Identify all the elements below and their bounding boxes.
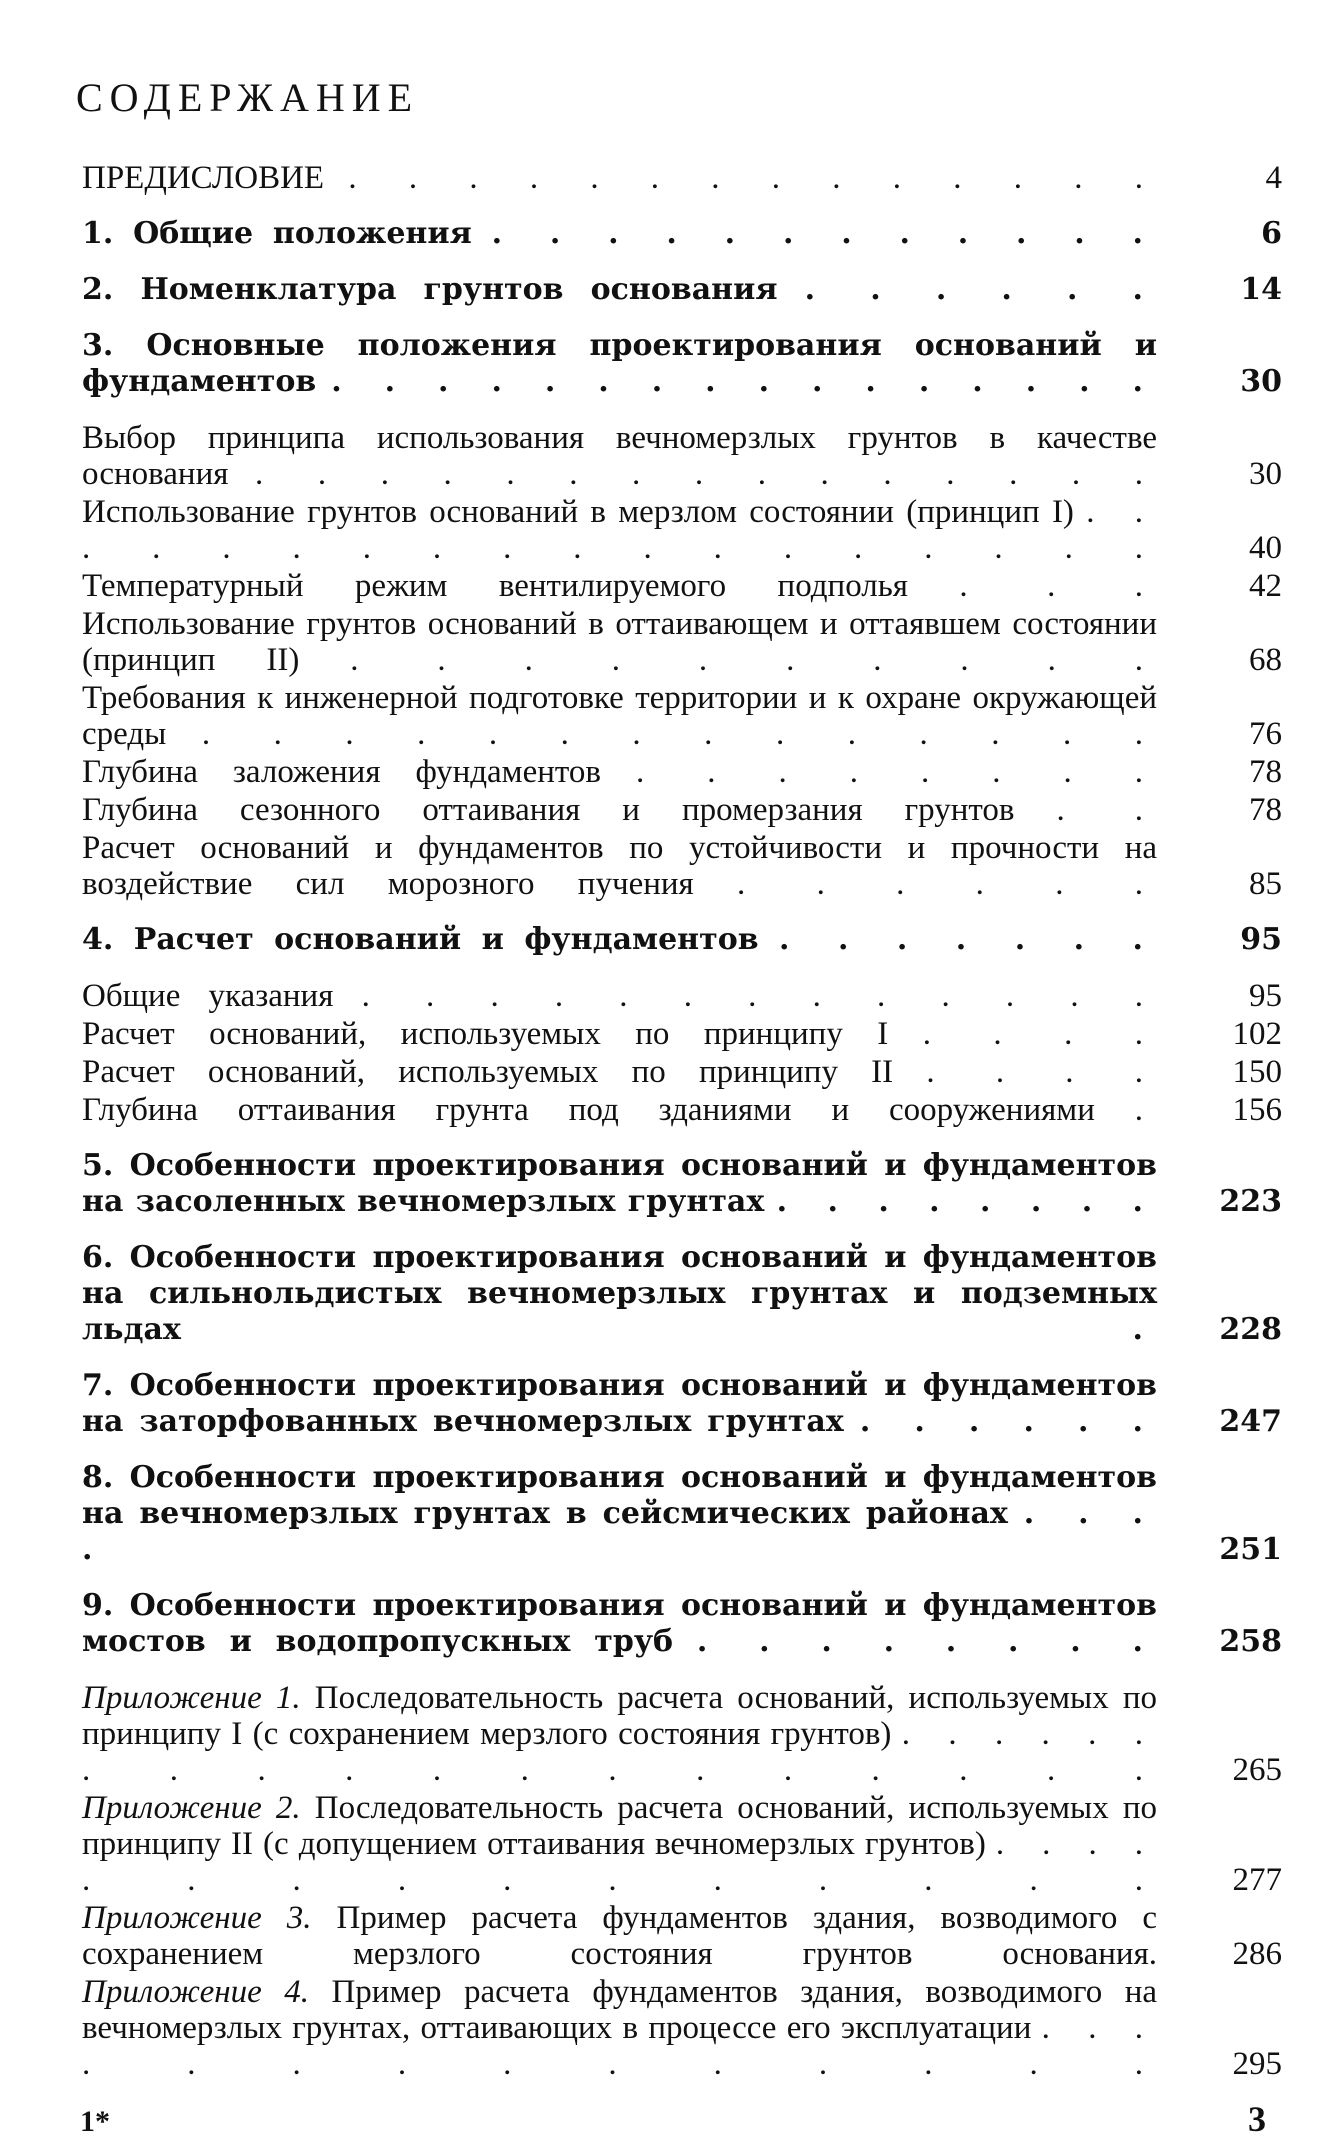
toc-entry-title — [82, 1790, 1157, 1898]
toc-entry-title — [82, 1092, 1157, 1128]
toc-entry-text: Температурный режим вентилируемого подполья — [82, 568, 960, 604]
toc-page-number: 286 — [1232, 1936, 1282, 1972]
toc-entry-title — [82, 1148, 1157, 1220]
toc-entry — [82, 978, 1282, 1014]
leader-dots: . . . — [959, 568, 1158, 604]
leader-dots: . . . . . . . — [779, 922, 1157, 957]
toc-page-number: 277 — [1232, 1862, 1282, 1898]
toc-entry — [82, 606, 1282, 678]
leader-dots: . . . . . . . . . . . . . — [361, 978, 1158, 1014]
toc-entry-text: 3. Основные положения проектирования оснований и фундаментов — [82, 328, 1157, 399]
toc-entry — [82, 830, 1282, 902]
toc-entry — [82, 680, 1282, 752]
toc-entry-title — [82, 1460, 1157, 1568]
leader-dots: . . . . . . . . . . . . . . . . — [331, 364, 1157, 399]
signature-mark: 1* — [80, 2105, 110, 2138]
leader-dots: . . . . . . . . — [696, 1624, 1157, 1659]
toc-entry — [82, 1790, 1282, 1898]
toc-entry-text: ПРЕДИСЛОВИЕ — [82, 160, 349, 196]
leader-dots: . . . . — [926, 1054, 1158, 1090]
leader-dots: . . . . . . — [804, 272, 1157, 307]
toc-page-number: 251 — [1219, 1532, 1282, 1567]
spacer — [82, 1660, 1282, 1680]
toc-entry-text: 6. Особенности проектирования оснований и фундаментов на сильнольдистых вечномерзлых грунтах и подземных льдах — [82, 1240, 1157, 1347]
leader-dots: . . . . . . . . — [776, 1184, 1157, 1219]
toc-entry-text: Расчет оснований, используемых по принципу II — [82, 1054, 927, 1090]
toc-entry-title — [82, 978, 1157, 1014]
toc-entry-text: Расчет оснований, используемых по принципу I — [82, 1016, 923, 1052]
page-number: 3 — [1248, 2099, 1266, 2139]
toc-page-number: 247 — [1219, 1404, 1282, 1439]
toc-entry — [82, 420, 1282, 492]
leader-dots: . . . . — [922, 1016, 1158, 1052]
leader-dots: . — [1132, 1312, 1157, 1347]
toc-entry-text: 4. Расчет оснований и фундаментов — [82, 922, 780, 957]
toc-entry-title — [82, 1240, 1157, 1348]
leader-dots: . . . . . . . . . . — [350, 642, 1158, 678]
spacer — [82, 902, 1282, 922]
toc-entry-text: Пример расчета фундаментов здания, возводимого с сохранением мерзлого состояния грунтов основания. — [82, 1900, 1157, 1972]
toc-entry-title — [82, 1900, 1157, 1972]
leader-dots: . . . . . . — [737, 866, 1157, 902]
toc-entry-title — [82, 1588, 1157, 1660]
toc-page-number: 85 — [1249, 866, 1282, 902]
toc-entry-title — [82, 328, 1157, 400]
spacer — [82, 1440, 1282, 1460]
toc-page-number: 150 — [1232, 1054, 1282, 1090]
toc-page-number: 156 — [1232, 1092, 1282, 1128]
toc-entry — [82, 922, 1282, 958]
toc-entry-text: Глубина оттаивания грунта под зданиями и сооружениями — [82, 1092, 1135, 1128]
toc-page-number: 258 — [1219, 1624, 1282, 1659]
toc-entry-text: Расчет оснований и фундаментов по устойчивости и прочности на воздействие сил морозного пучения — [82, 830, 1157, 902]
toc-entry-text: Пример расчета фундаментов здания, возводимого на вечномерзлых грунтах, оттаивающих в процессе его эксплуатации — [82, 1974, 1157, 2046]
toc-entry-text: 7. Особенности проектирования оснований и фундаментов на заторфованных вечномерзлых грунтах — [82, 1368, 1157, 1439]
toc-page-number: 4 — [1265, 160, 1282, 196]
leader-dots: . . . . . . . . . . . . . . . — [82, 1826, 1157, 1898]
toc-entry-title — [82, 272, 1157, 308]
toc-entry-title — [82, 1680, 1157, 1788]
toc-entry-title — [82, 922, 1157, 958]
leader-dots: . . . . . . . . . . . . . . — [348, 160, 1158, 196]
leader-dots: . . . . . . . . . . . . . . — [82, 2010, 1157, 2082]
toc-page-number: 14 — [1240, 272, 1282, 307]
toc-entry — [82, 1016, 1282, 1052]
toc-entry-title — [82, 420, 1157, 492]
toc-entry-title — [82, 830, 1157, 902]
toc-entry-text: 8. Особенности проектирования оснований и фундаментов на вечномерзлых грунтах в сейсмических районах — [82, 1460, 1157, 1531]
toc-page-number: 68 — [1249, 642, 1282, 678]
toc-page-number: 76 — [1249, 716, 1282, 752]
toc-entry-text: Глубина сезонного оттаивания и промерзания грунтов — [82, 792, 1057, 828]
toc-entry-title — [82, 792, 1157, 828]
toc-entry — [82, 1974, 1282, 2082]
toc-entry-text: Последовательность расчета оснований, используемых по принципу I (с сохранением мерзлого состояния грунтов) — [82, 1680, 1157, 1752]
spacer — [82, 1568, 1282, 1588]
toc-page-number: 95 — [1240, 922, 1282, 957]
appendix-label: Приложение 2. — [82, 1790, 315, 1826]
spacer — [82, 400, 1282, 420]
spacer — [82, 1348, 1282, 1368]
toc-page-number: 228 — [1219, 1312, 1282, 1347]
page-title: СОДЕРЖАНИЕ — [76, 75, 420, 120]
appendix-label: Приложение 4. — [82, 1974, 332, 2010]
spacer — [82, 196, 1282, 216]
toc-page-number: 30 — [1249, 456, 1282, 492]
toc-entry-title — [82, 568, 1157, 604]
appendix-label: Приложение 3. — [82, 1900, 337, 1936]
toc-page-number: 265 — [1232, 1752, 1282, 1788]
toc-page-number: 6 — [1261, 216, 1282, 251]
toc-page-number: 78 — [1249, 754, 1282, 790]
toc-page-number: 95 — [1249, 978, 1282, 1014]
toc-page-number: 102 — [1232, 1016, 1282, 1052]
toc-entry-text: 1. Общие положения — [82, 216, 492, 251]
table-of-contents — [82, 160, 1282, 2082]
toc-entry-title — [82, 1974, 1157, 2082]
toc-entry — [82, 1460, 1282, 1568]
leader-dots: . . . . . . . . — [635, 754, 1157, 790]
leader-dots: . . . . . . . . . . . . . . — [201, 716, 1158, 752]
spacer — [82, 1128, 1282, 1148]
toc-entry-text: 9. Особенности проектирования оснований и фундаментов мостов и водопропускных труб — [82, 1588, 1157, 1659]
toc-entry-text: Требования к инженерной подготовке территории и к охране окружающей среды — [82, 680, 1157, 752]
spacer — [82, 1220, 1282, 1240]
toc-entry-title — [82, 606, 1157, 678]
toc-entry-text: Использование грунтов оснований в мерзлом состоянии (принцип I) — [82, 494, 1087, 530]
spacer — [82, 308, 1282, 328]
leader-dots: . — [1134, 1092, 1157, 1128]
toc-entry-text: Последовательность расчета оснований, используемых по принципу II (с допущением оттаивания вечномерзлых грунтов) — [82, 1790, 1157, 1862]
toc-page-number: 40 — [1249, 530, 1282, 566]
leader-dots: . . — [1056, 792, 1157, 828]
toc-entry-title — [82, 1054, 1157, 1090]
toc-entry-text: 5. Особенности проектирования оснований и фундаментов на засоленных вечномерзлых грунтах — [82, 1148, 1157, 1219]
toc-entry-title — [82, 494, 1157, 566]
toc-entry-title — [82, 754, 1157, 790]
toc-page-number: 30 — [1240, 364, 1282, 399]
toc-entry — [82, 1368, 1282, 1440]
leader-dots: . . . . — [82, 1496, 1157, 1567]
toc-entry-text: 2. Номенклатура грунтов основания — [82, 272, 805, 307]
toc-page-number: 295 — [1232, 2046, 1282, 2082]
toc-entry — [82, 754, 1282, 790]
leader-dots: . . . . . . . . . . . . — [491, 216, 1157, 251]
toc-entry — [82, 568, 1282, 604]
toc-entry — [82, 494, 1282, 566]
toc-entry — [82, 1148, 1282, 1220]
leader-dots: . . . . . . . . . . . . . . . . . . . — [82, 1716, 1157, 1788]
toc-entry-title — [82, 160, 1157, 196]
toc-entry — [82, 1900, 1282, 1972]
toc-entry-text: Использование грунтов оснований в оттаивающем и оттаявшем состоянии (принцип II) — [82, 606, 1157, 678]
toc-entry — [82, 272, 1282, 308]
toc-entry — [82, 1588, 1282, 1660]
toc-entry — [82, 160, 1282, 196]
spacer — [82, 958, 1282, 978]
toc-page-number: 42 — [1249, 568, 1282, 604]
toc-entry — [82, 1240, 1282, 1348]
toc-entry — [82, 216, 1282, 252]
toc-page-number: 223 — [1219, 1184, 1282, 1219]
toc-entry-text: Общие указания — [82, 978, 362, 1014]
toc-entry — [82, 1092, 1282, 1128]
toc-entry-text: Выбор принципа использования вечномерзлых грунтов в качестве основания — [82, 420, 1157, 492]
toc-entry-title — [82, 680, 1157, 752]
toc-entry — [82, 1680, 1282, 1788]
toc-entry — [82, 1054, 1282, 1090]
leader-dots: . . . . . . — [859, 1404, 1157, 1439]
toc-entry-title — [82, 216, 1157, 252]
appendix-label: Приложение 1. — [82, 1680, 315, 1716]
toc-entry-title — [82, 1368, 1157, 1440]
spacer — [82, 252, 1282, 272]
toc-entry — [82, 328, 1282, 400]
leader-dots: . . . . . . . . . . . . . . . — [255, 456, 1158, 492]
leader-dots: . . . . . . . . . . . . . . . . . . — [82, 494, 1158, 566]
toc-entry-text: Глубина заложения фундаментов — [82, 754, 636, 790]
toc-entry-title — [82, 1016, 1157, 1052]
toc-entry — [82, 792, 1282, 828]
toc-page-number: 78 — [1249, 792, 1282, 828]
